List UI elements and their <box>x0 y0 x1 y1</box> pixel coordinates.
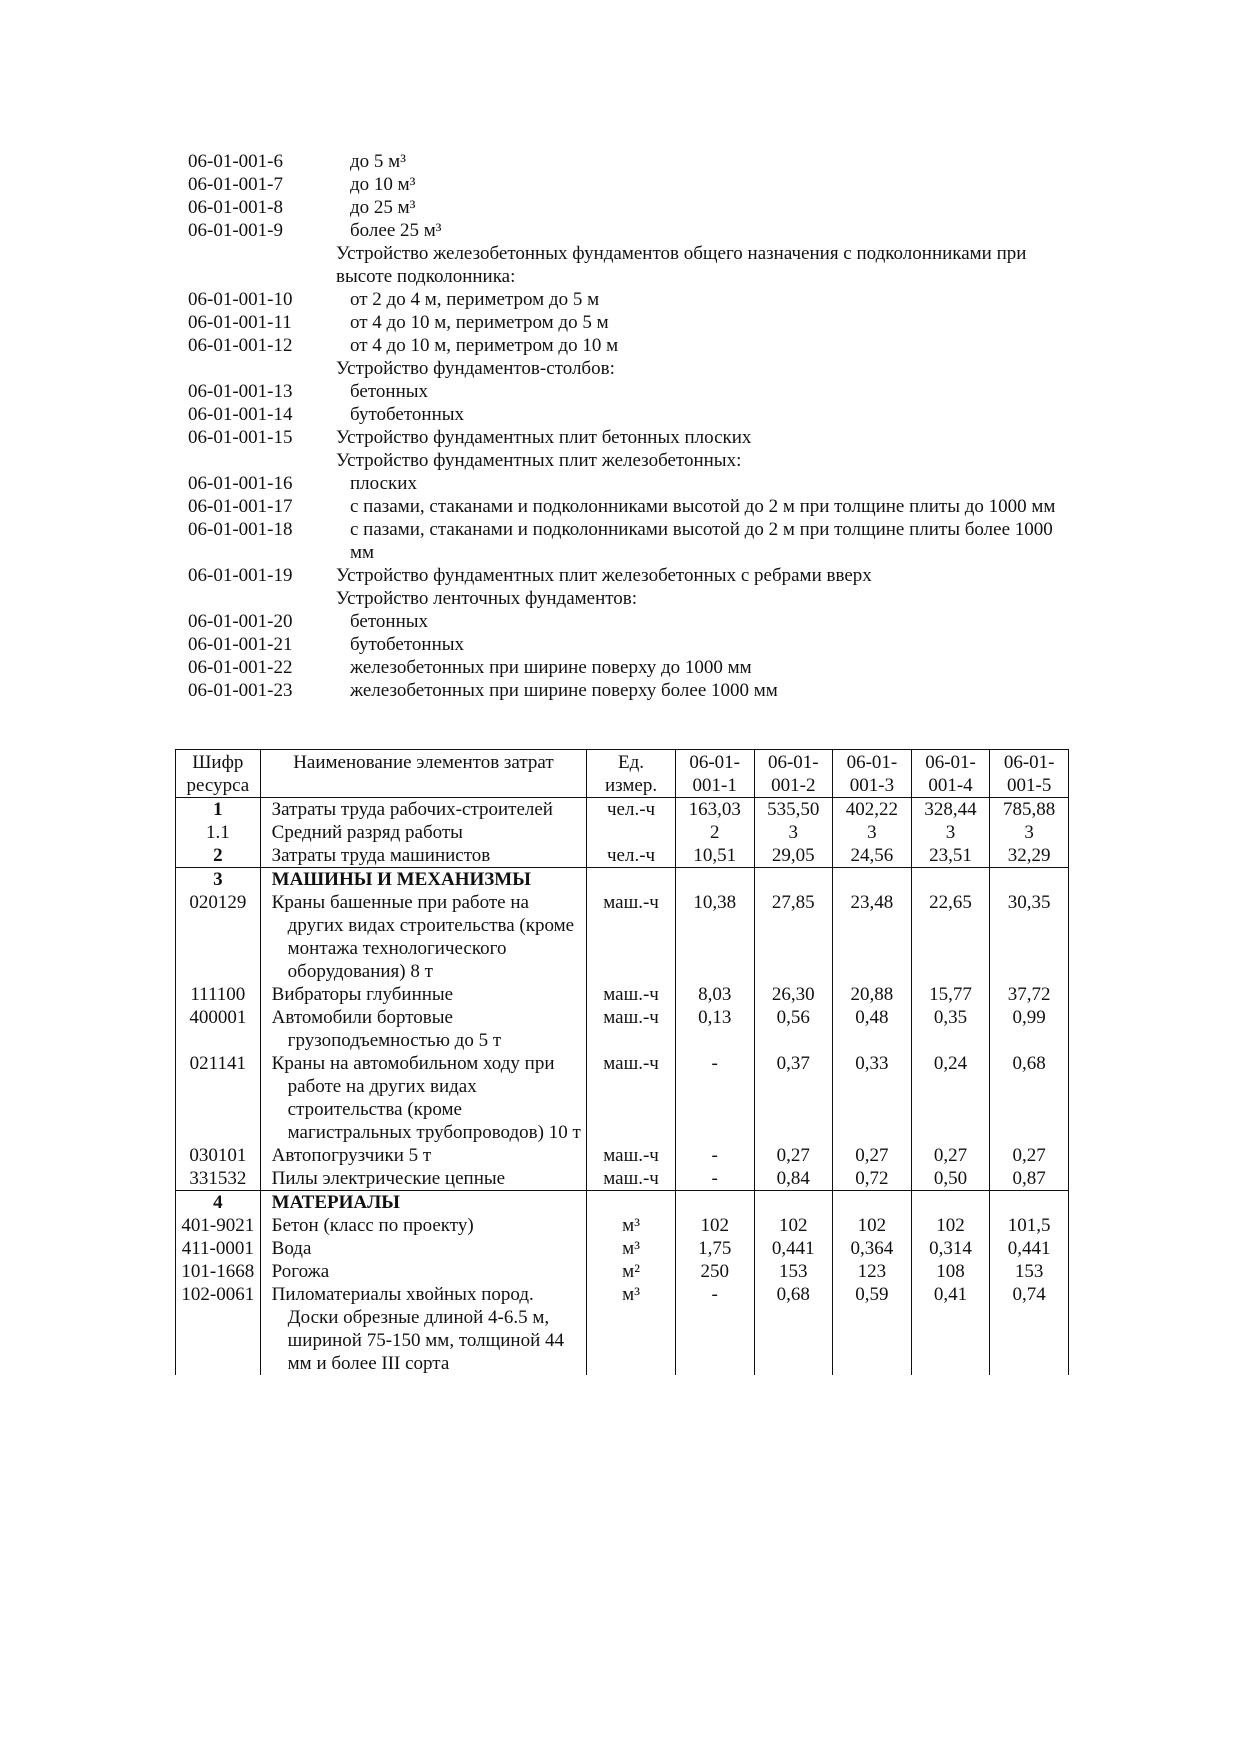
norm-value-4: 15,77 <box>911 983 990 1006</box>
cost-element-text: Пиломатериалы хвойных пород. Доски обрезные длиной 4-6.5 м, шириной 75-150 мм, толщиной 44 мм и более III сорта <box>271 1284 565 1374</box>
norm-value-4 <box>911 868 990 892</box>
resource-code: 102-0061 <box>176 1283 261 1375</box>
norm-value-4: 3 <box>911 821 990 844</box>
norm-value-2: 27,85 <box>754 891 833 983</box>
norm-value-4: 0,50 <box>911 1167 990 1191</box>
norm-value-1: - <box>675 1167 754 1191</box>
norm-value-4: 102 <box>911 1214 990 1237</box>
index-row <box>188 564 1068 587</box>
header-norm-4: 06-01-001-4 <box>911 750 990 798</box>
table-row <box>176 821 1069 844</box>
table-row <box>176 983 1069 1006</box>
cost-element-name <box>260 1191 587 1215</box>
norm-value-1: - <box>675 1052 754 1144</box>
norm-value-3: 0,364 <box>833 1237 912 1260</box>
norm-value-1 <box>675 868 754 892</box>
header-resource-code: Шифр ресурса <box>176 750 261 798</box>
resource-code: 030101 <box>176 1144 261 1167</box>
cost-element-text: Пилы электрические цепные <box>271 1168 506 1189</box>
norm-value-2: 0,441 <box>754 1237 833 1260</box>
norm-value-3: 23,48 <box>833 891 912 983</box>
norm-value-3 <box>833 868 912 892</box>
resource-code: 400001 <box>176 1006 261 1052</box>
resource-code: 401-9021 <box>176 1214 261 1237</box>
cost-element-name <box>260 891 587 983</box>
cost-element-name <box>260 844 587 868</box>
index-text: бетонных <box>350 611 429 632</box>
index-code: 06-01-001-20 <box>188 611 293 632</box>
cost-element-text: Краны башенные при работе на других видах строительства (кроме монтажа технологического оборудования) 8 т <box>271 892 575 982</box>
cost-element-text: Автомобили бортовые грузоподъемностью до 5 т <box>271 1007 502 1051</box>
table-row <box>176 1191 1069 1215</box>
index-row <box>188 426 1068 449</box>
index-row <box>188 288 1068 311</box>
index-code: 06-01-001-12 <box>188 335 293 356</box>
index-row <box>188 311 1068 334</box>
index-text: до 25 м³ <box>350 197 416 218</box>
resource-norms-table <box>175 749 1069 1375</box>
index-code <box>188 242 336 288</box>
cost-element-text: Затраты труда рабочих-строителей <box>271 799 553 820</box>
norm-value-4: 108 <box>911 1260 990 1283</box>
norm-value-5 <box>990 868 1069 892</box>
index-code: 06-01-001-19 <box>188 565 293 586</box>
norm-value-5: 0,441 <box>990 1237 1069 1260</box>
index-text: Устройство ленточных фундаментов: <box>336 588 638 609</box>
norm-value-2: 0,27 <box>754 1144 833 1167</box>
norm-value-5: 30,35 <box>990 891 1069 983</box>
table-row <box>176 1144 1069 1167</box>
unit: маш.-ч <box>587 891 676 983</box>
norm-value-4: 0,41 <box>911 1283 990 1375</box>
norm-value-2: 535,50 <box>754 798 833 822</box>
index-code <box>188 587 336 610</box>
norm-value-1: 8,03 <box>675 983 754 1006</box>
cost-element-text: МАТЕРИАЛЫ <box>271 1192 400 1213</box>
cost-element-name <box>260 1260 587 1283</box>
norm-value-3: 0,72 <box>833 1167 912 1191</box>
unit: чел.-ч <box>587 844 676 868</box>
resource-code: 020129 <box>176 891 261 983</box>
table-row <box>176 1052 1069 1144</box>
unit: м³ <box>587 1283 676 1375</box>
index-row <box>188 219 1068 242</box>
unit: маш.-ч <box>587 1144 676 1167</box>
norm-value-5: 153 <box>990 1260 1069 1283</box>
norm-value-5: 37,72 <box>990 983 1069 1006</box>
norm-value-4: 328,44 <box>911 798 990 822</box>
index-code: 06-01-001-10 <box>188 289 293 310</box>
unit: маш.-ч <box>587 1167 676 1191</box>
norm-value-2: 153 <box>754 1260 833 1283</box>
cost-element-name <box>260 1006 587 1052</box>
norm-value-3: 0,27 <box>833 1144 912 1167</box>
cost-element-text: Краны на автомобильном ходу при работе на других видах строительства (кроме магистральных трубопроводов) 10 т <box>271 1053 581 1143</box>
norm-value-2: 29,05 <box>754 844 833 868</box>
index-text: Устройство фундаментных плит железобетонных с ребрами вверх <box>336 565 872 586</box>
index-text: Устройство фундаментных плит бетонных плоских <box>336 427 752 448</box>
index-row <box>188 472 1068 495</box>
table-row <box>176 798 1069 822</box>
norm-value-3: 20,88 <box>833 983 912 1006</box>
header-norm-1: 06-01-001-1 <box>675 750 754 798</box>
cost-element-text: Затраты труда машинистов <box>271 845 491 866</box>
index-code: 06-01-001-18 <box>188 519 293 540</box>
index-code: 06-01-001-9 <box>188 220 283 241</box>
index-row <box>188 518 1068 564</box>
norm-value-3: 3 <box>833 821 912 844</box>
norm-value-5: 0,27 <box>990 1144 1069 1167</box>
norm-value-3: 0,33 <box>833 1052 912 1144</box>
unit: м³ <box>587 1237 676 1260</box>
norm-value-5: 101,5 <box>990 1214 1069 1237</box>
unit <box>587 868 676 892</box>
index-code: 06-01-001-11 <box>188 312 292 333</box>
index-row <box>188 495 1068 518</box>
index-row <box>188 587 1068 610</box>
norm-value-1: - <box>675 1144 754 1167</box>
norm-value-1: 10,38 <box>675 891 754 983</box>
cost-element-text: Средний разряд работы <box>271 822 463 843</box>
index-code: 06-01-001-13 <box>188 381 293 402</box>
norm-value-1 <box>675 1191 754 1215</box>
cost-element-name <box>260 798 587 822</box>
norm-value-3: 0,59 <box>833 1283 912 1375</box>
index-text: до 10 м³ <box>350 174 416 195</box>
resource-code: 1 <box>176 798 261 822</box>
norm-value-3: 123 <box>833 1260 912 1283</box>
norm-value-3 <box>833 1191 912 1215</box>
resource-code: 331532 <box>176 1167 261 1191</box>
cost-element-name <box>260 821 587 844</box>
index-code <box>188 357 336 380</box>
index-row <box>188 403 1068 426</box>
index-code: 06-01-001-14 <box>188 404 293 425</box>
index-text: Устройство фундаментных плит железобетонных: <box>336 450 742 471</box>
norm-value-4 <box>911 1191 990 1215</box>
unit: маш.-ч <box>587 1052 676 1144</box>
index-row <box>188 242 1068 288</box>
cost-element-text: МАШИНЫ И МЕХАНИЗМЫ <box>271 869 531 890</box>
norm-value-1: 1,75 <box>675 1237 754 1260</box>
norm-value-1: 163,03 <box>675 798 754 822</box>
norm-value-5: 0,99 <box>990 1006 1069 1052</box>
norm-value-2: 26,30 <box>754 983 833 1006</box>
norm-value-2: 102 <box>754 1214 833 1237</box>
cost-element-text: Автопогрузчики 5 т <box>271 1145 432 1166</box>
index-code: 06-01-001-15 <box>188 427 293 448</box>
norm-value-5 <box>990 1191 1069 1215</box>
unit: маш.-ч <box>587 1006 676 1052</box>
resource-code: 411-0001 <box>176 1237 261 1260</box>
resource-code: 2 <box>176 844 261 868</box>
index-text: с пазами, стаканами и подколонниками высотой до 2 м при толщине плиты до 1000 мм <box>350 496 1056 517</box>
index-text: бетонных <box>350 381 429 402</box>
norm-value-5: 0,68 <box>990 1052 1069 1144</box>
norm-index-list <box>188 150 1068 702</box>
index-text: бутобетонных <box>350 404 464 425</box>
table-row <box>176 1237 1069 1260</box>
cost-element-name <box>260 868 587 892</box>
norm-value-2: 0,56 <box>754 1006 833 1052</box>
cost-element-text: Вода <box>271 1238 312 1259</box>
unit: чел.-ч <box>587 798 676 822</box>
resource-code: 1.1 <box>176 821 261 844</box>
norm-value-1: 102 <box>675 1214 754 1237</box>
index-code: 06-01-001-17 <box>188 496 293 517</box>
index-row <box>188 449 1068 472</box>
index-code: 06-01-001-21 <box>188 634 293 655</box>
norm-value-1: 0,13 <box>675 1006 754 1052</box>
resource-code: 111100 <box>176 983 261 1006</box>
cost-element-name <box>260 1167 587 1191</box>
cost-element-name <box>260 1214 587 1237</box>
resource-code: 101-1668 <box>176 1260 261 1283</box>
unit <box>587 821 676 844</box>
index-text: плоских <box>350 473 417 494</box>
index-row <box>188 196 1068 219</box>
index-code: 06-01-001-22 <box>188 657 293 678</box>
index-text: Устройство железобетонных фундаментов общего назначения с подколонниками при высоте подколонника: <box>336 243 1027 287</box>
index-row <box>188 150 1068 173</box>
cost-element-name <box>260 1144 587 1167</box>
index-text: от 4 до 10 м, периметром до 10 м <box>350 335 619 356</box>
table-row <box>176 891 1069 983</box>
cost-element-text: Рогожа <box>271 1261 330 1282</box>
cost-element-name <box>260 1283 587 1375</box>
norm-value-2: 0,37 <box>754 1052 833 1144</box>
norm-value-3: 0,48 <box>833 1006 912 1052</box>
norm-value-4: 23,51 <box>911 844 990 868</box>
table-row <box>176 844 1069 868</box>
index-row <box>188 633 1068 656</box>
index-text: железобетонных при ширине поверху до 1000 мм <box>350 657 752 678</box>
table-row <box>176 1283 1069 1375</box>
unit <box>587 1191 676 1215</box>
resource-code: 4 <box>176 1191 261 1215</box>
index-text: более 25 м³ <box>350 220 442 241</box>
cost-element-text: Вибраторы глубинные <box>271 984 454 1005</box>
norm-value-5: 0,87 <box>990 1167 1069 1191</box>
index-row <box>188 173 1068 196</box>
index-text: бутобетонных <box>350 634 464 655</box>
norm-value-2: 0,84 <box>754 1167 833 1191</box>
norm-value-5: 32,29 <box>990 844 1069 868</box>
header-unit: Ед. измер. <box>587 750 676 798</box>
norm-value-5: 785,88 <box>990 798 1069 822</box>
resource-code: 021141 <box>176 1052 261 1144</box>
norm-value-4: 0,24 <box>911 1052 990 1144</box>
resource-code: 3 <box>176 868 261 892</box>
header-norm-2: 06-01-001-2 <box>754 750 833 798</box>
index-text: до 5 м³ <box>350 151 406 172</box>
header-cost-element-name: Наименование элементов затрат <box>260 750 587 798</box>
norm-value-1: 10,51 <box>675 844 754 868</box>
cost-element-text: Бетон (класс по проекту) <box>271 1215 474 1236</box>
norm-value-5: 0,74 <box>990 1283 1069 1375</box>
index-code: 06-01-001-16 <box>188 473 293 494</box>
index-text: от 4 до 10 м, периметром до 5 м <box>350 312 609 333</box>
index-code: 06-01-001-7 <box>188 174 283 195</box>
cost-element-name <box>260 1052 587 1144</box>
index-row <box>188 656 1068 679</box>
table-row <box>176 1214 1069 1237</box>
table-row <box>176 1260 1069 1283</box>
index-text: от 2 до 4 м, периметром до 5 м <box>350 289 600 310</box>
index-row <box>188 610 1068 633</box>
index-row <box>188 334 1068 357</box>
unit: маш.-ч <box>587 983 676 1006</box>
index-code: 06-01-001-6 <box>188 151 283 172</box>
norm-value-3: 24,56 <box>833 844 912 868</box>
norm-value-2 <box>754 1191 833 1215</box>
header-norm-5: 06-01-001-5 <box>990 750 1069 798</box>
header-norm-3: 06-01-001-3 <box>833 750 912 798</box>
norm-value-2 <box>754 868 833 892</box>
index-row <box>188 380 1068 403</box>
index-text: с пазами, стаканами и подколонниками высотой до 2 м при толщине плиты более 1000 мм <box>350 519 1053 563</box>
norm-value-1: - <box>675 1283 754 1375</box>
index-row <box>188 679 1068 702</box>
norm-value-3: 102 <box>833 1214 912 1237</box>
norm-value-1: 250 <box>675 1260 754 1283</box>
norm-value-4: 0,314 <box>911 1237 990 1260</box>
norm-value-4: 22,65 <box>911 891 990 983</box>
unit: м³ <box>587 1214 676 1237</box>
index-text: Устройство фундаментов-столбов: <box>336 358 615 379</box>
norm-value-2: 3 <box>754 821 833 844</box>
table-body <box>176 798 1069 1376</box>
table-header-row <box>176 750 1069 798</box>
norm-value-1: 2 <box>675 821 754 844</box>
index-code <box>188 449 336 472</box>
cost-element-name <box>260 1237 587 1260</box>
table-row <box>176 1167 1069 1191</box>
norm-value-3: 402,22 <box>833 798 912 822</box>
cost-element-name <box>260 983 587 1006</box>
index-text: железобетонных при ширине поверху более 1000 мм <box>350 680 778 701</box>
norm-value-4: 0,35 <box>911 1006 990 1052</box>
table-row <box>176 1006 1069 1052</box>
norm-value-4: 0,27 <box>911 1144 990 1167</box>
norm-value-2: 0,68 <box>754 1283 833 1375</box>
norm-value-5: 3 <box>990 821 1069 844</box>
index-code: 06-01-001-8 <box>188 197 283 218</box>
index-row <box>188 357 1068 380</box>
table-row <box>176 868 1069 892</box>
index-code: 06-01-001-23 <box>188 680 293 701</box>
unit: м² <box>587 1260 676 1283</box>
